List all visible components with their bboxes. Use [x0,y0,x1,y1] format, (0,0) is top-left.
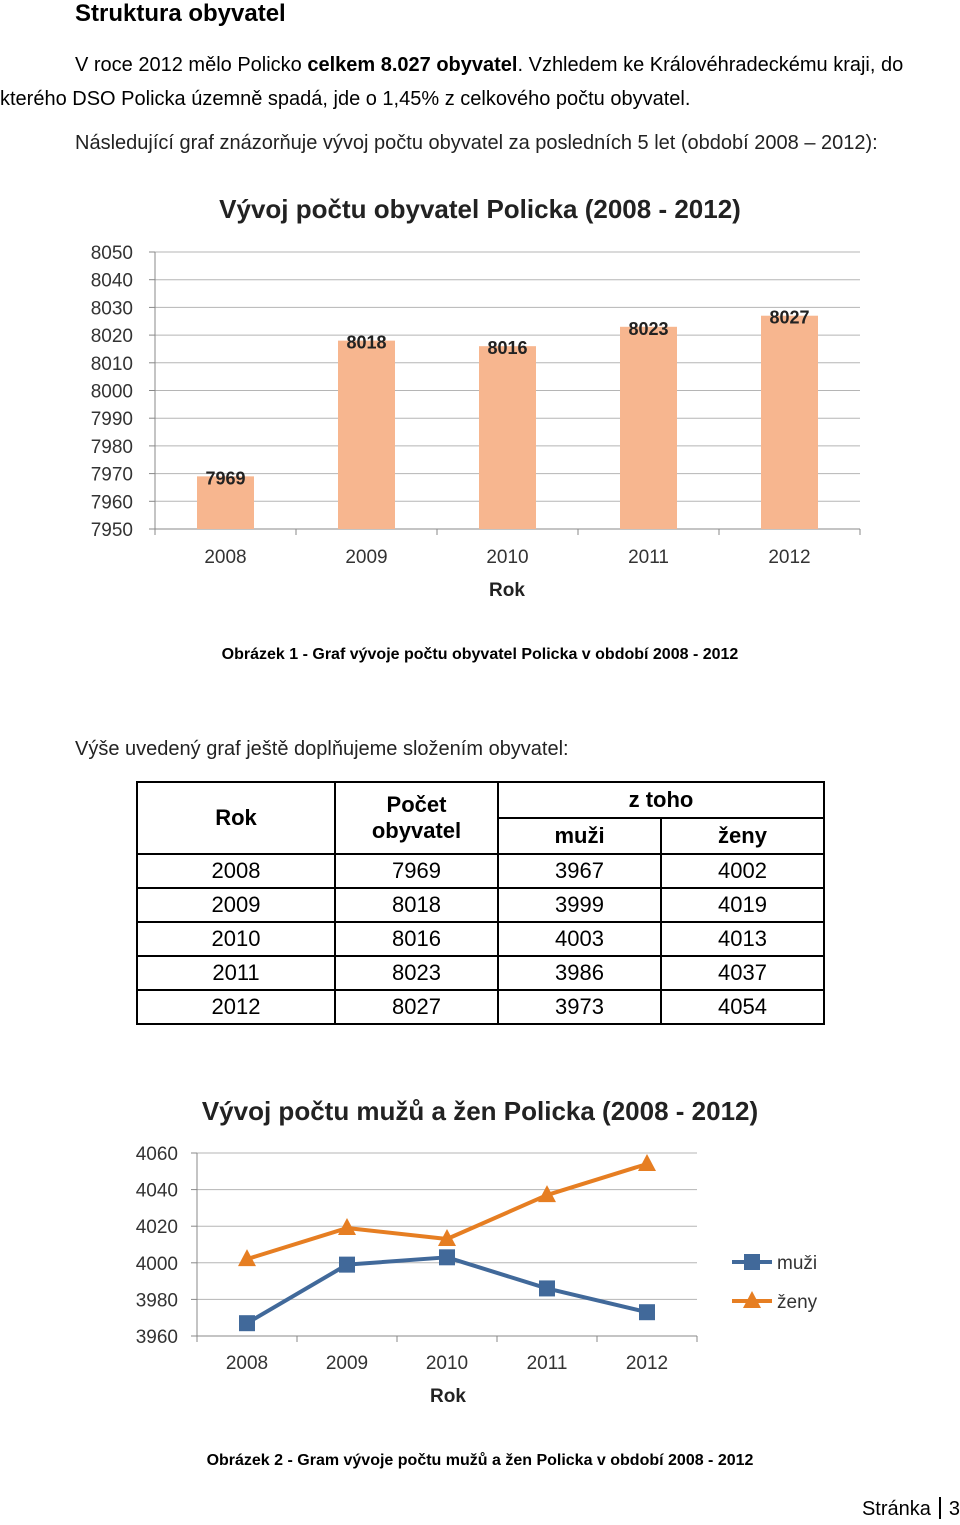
y-tick-label: 7960 [90,492,133,514]
x-tick-label: 2011 [628,547,669,568]
series-line-muži [247,1257,647,1323]
x-axis-label: Rok [489,580,525,601]
header-pocet-line2: obyvatel [371,818,462,843]
cell-pocet: 8027 [335,990,498,1024]
cell-zeny: 4002 [661,854,824,888]
x-tick-label: 2008 [225,1353,269,1374]
y-tick-label: 8050 [90,243,133,264]
intro-bold-total: celkem 8.027 obyvatel [307,54,518,76]
y-tick-label: 3960 [135,1327,178,1348]
cell-muzi: 3986 [498,956,661,990]
header-pocet-obyvatel [335,782,498,854]
y-tick-label: 8000 [90,381,133,403]
figure-caption-1: Obrázek 1 - Graf vývoje počtu obyvatel Policka v období 2008 - 2012 [221,646,739,663]
y-tick-label: 7980 [90,436,133,458]
cell-muzi: 3967 [498,854,661,888]
x-tick-label: 2012 [625,1353,669,1374]
page-footer [862,1497,960,1521]
x-tick-label: 2010 [486,547,529,568]
cell-zeny: 4037 [661,956,824,990]
point-muzi-2009 [339,1257,355,1273]
y-tick-label: 4020 [135,1217,178,1239]
cell-zeny: 4013 [661,922,824,956]
table-row [137,854,824,888]
header-muzi: muži [498,818,661,854]
table-row [137,922,824,956]
x-tick-label: 2009 [345,547,388,568]
graph-intro-text: Následující graf znázorňuje vývoj počtu obyvatel za posledních 5 let (období 2008 – 2012): [75,132,878,154]
y-tick-label: 3980 [135,1290,178,1312]
y-tick-label: 8020 [90,326,133,348]
y-tick-label: 8010 [90,353,133,375]
cell-zeny: 4054 [661,990,824,1024]
header-zeny: ženy [661,818,824,854]
cell-rok: 2011 [137,956,335,990]
cell-rok: 2010 [137,922,335,956]
y-tick-label: 7950 [90,520,133,541]
table-row [137,990,824,1024]
cell-rok: 2009 [137,888,335,922]
legend-label: ženy [777,1292,818,1313]
legend-label: muži [777,1253,818,1274]
x-tick-label: 2012 [768,547,811,568]
header-z-toho: z toho [498,782,824,818]
population-table [136,781,825,1025]
table-row [137,888,824,922]
legend-marker-muži [744,1254,760,1270]
y-tick-label: 7970 [90,464,133,486]
cell-zeny: 4019 [661,888,824,922]
x-axis-label: Rok [430,1386,466,1407]
bar-value-label: 8023 [628,318,669,339]
table-intro-text: Výše uvedený graf ještě doplňujeme složením obyvatel: [75,738,569,760]
intro-text: V roce 2012 mělo Policko [75,54,308,76]
bar-value-label: 8018 [346,332,387,353]
y-tick-label: 4040 [135,1180,178,1202]
x-tick-label: 2010 [425,1353,469,1374]
chart-title: Vývoj počtu obyvatel Policka (2008 - 2012) [219,194,741,224]
chart-title: Vývoj počtu mužů a žen Policka (2008 - 2012) [201,1096,759,1126]
header-rok: Rok [137,782,335,854]
y-tick-label: 7990 [90,409,133,431]
bar-2011 [620,327,677,529]
bar-2009 [338,341,395,529]
population-bar-chart [0,180,960,620]
bar-2012 [761,316,818,529]
x-tick-label: 2009 [325,1353,369,1374]
intro-text-line2: kterého DSO Policka územně spadá, jde o 1,45% z celkového počtu obyvatel. [0,88,691,110]
cell-muzi: 3973 [498,990,661,1024]
section-heading: Struktura obyvatel [75,0,286,27]
header-pocet-line1: Počet [386,792,447,817]
point-muzi-2012 [639,1304,655,1320]
point-zeny-2012 [638,1154,656,1171]
table-row [137,956,824,990]
x-tick-label: 2008 [204,547,247,568]
intro-text-cont: . Vzhledem ke Královéhradeckému kraji, do [517,54,904,76]
figure-caption-2: Obrázek 2 - Gram vývoje počtu mužů a žen Policka v období 2008 - 2012 [206,1452,754,1469]
gender-line-chart [0,1085,960,1415]
cell-pocet: 7969 [335,854,498,888]
cell-muzi: 3999 [498,888,661,922]
point-muzi-2011 [539,1280,555,1296]
cell-rok: 2012 [137,990,335,1024]
cell-pocet: 8018 [335,888,498,922]
bar-value-label: 7969 [205,468,246,489]
cell-pocet: 8023 [335,956,498,990]
bar-value-label: 8027 [769,307,810,328]
bar-value-label: 8016 [487,338,528,359]
y-tick-label: 4000 [135,1253,178,1275]
footer-separator [939,1497,941,1519]
cell-pocet: 8016 [335,922,498,956]
x-tick-label: 2011 [526,1353,568,1374]
footer-label: Stránka [861,1498,931,1520]
y-tick-label: 4060 [135,1144,178,1165]
y-tick-label: 8030 [90,298,133,320]
page-number: 3 [948,1498,960,1520]
cell-muzi: 4003 [498,922,661,956]
point-muzi-2010 [439,1249,455,1265]
y-tick-label: 8040 [90,270,133,292]
bar-2010 [479,346,536,529]
cell-rok: 2008 [137,854,335,888]
point-muzi-2008 [239,1315,255,1331]
